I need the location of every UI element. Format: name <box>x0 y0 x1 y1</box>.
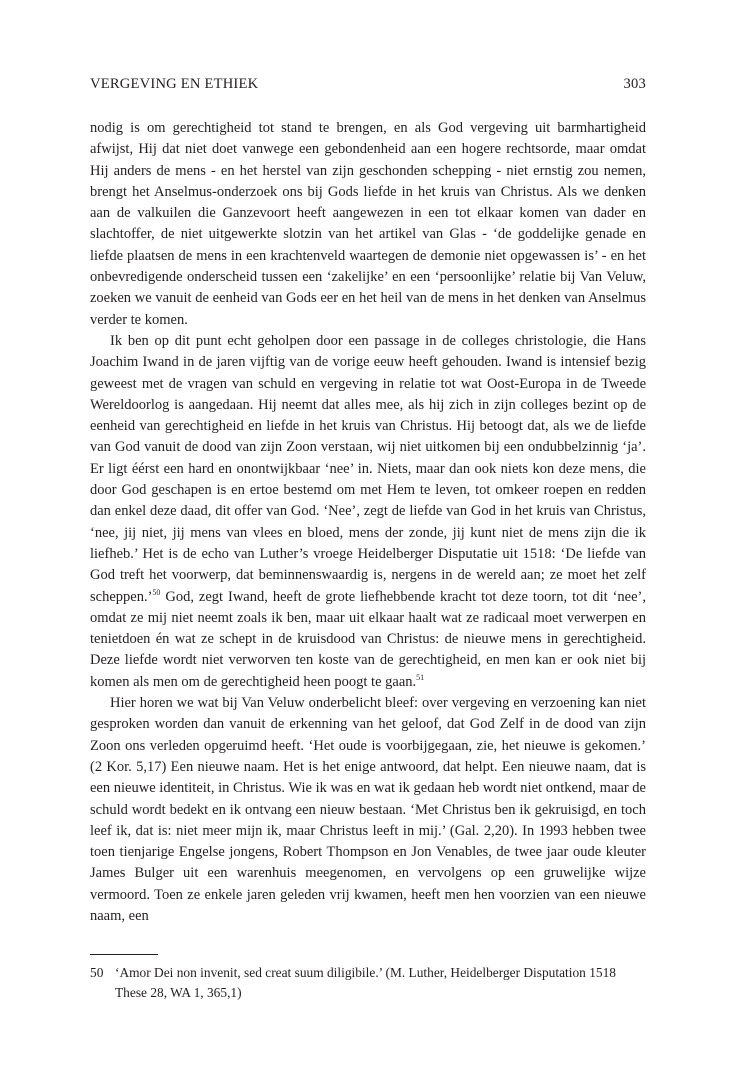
body-text <box>90 118 646 927</box>
footnote <box>90 963 646 1003</box>
footnote-ref-51: 51 <box>416 672 425 682</box>
paragraph-3 <box>90 693 646 927</box>
paragraph-1-text: nodig is om gerechtigheid tot stand te brengen, en als God vergeving uit barmhartigheid afwijst, Hij dat niet doet vanwege een gebondenheid aan een hogere rechtsorde, maar omdat Hij anders de mens - en het herstel van zijn geschonden schepping - niet ernstig zou nemen, brengt het Anselmus-onderzoek ons bij Gods liefde in het kruis van Christus. Als we denken aan de valkuilen die Ganzevoort heeft aangewezen in een tot elkaar komen van dader en slachtoffer, de niet uitgewerkte slotzin van het artikel van Glas - ‘de goddelijke genade en liefde plaatsen de mens in een krachtenveld waartegen de demonie niet opgewassen is’ - en het onbevredigende onderscheid tussen een ‘zakelijke’ en een ‘persoonlijke’ relatie bij Van Veluw, zoeken we vanuit de eenheid van Gods eer en het heil van de mens in het denken van Anselmus verder te komen. <box>90 120 646 328</box>
footnote-ref-50: 50 <box>152 587 161 597</box>
footnote-text: ‘Amor Dei non invenit, sed creat suum diligibile.’ (M. Luther, Heidelberger Disputation 1518 These 28, WA 1, 365,1) <box>115 965 617 1000</box>
page-number: 303 <box>623 76 646 92</box>
running-title: VERGEVING EN ETHIEK <box>90 76 259 92</box>
footnote-number: 50 <box>90 965 104 980</box>
paragraph-2 <box>90 331 646 693</box>
paragraph-2-text: Ik ben op dit punt echt geholpen door een passage in de colleges christologie, die Hans Joachim Iwand in de jaren vijftig van de vorige eeuw heeft gehouden. Iwand is intensief bezig geweest met de vragen van schuld en vergeving in relatie tot wat Oost-Europa in de Tweede Wereldoorlog is aangedaan. Hij neemt dat alles mee, als hij zich in zijn colleges bezint op de eenheid van gerechtigheid en liefde in het kruis van Christus. Hij betoogt dat, als we de liefde van God vanuit de dood van zijn Zoon verstaan, wij niet uitkomen bij een ondubbelzinnig ‘ja’. Er ligt éérst een hard en onontwijkbaar ‘nee’ in. Niets, maar dan ook niets kon deze mens, die door God geschapen is en ertoe bestemd om met Hem te leven, tot omkeer roepen en redden dan enkel deze daad, dit offer van God. ‘Nee’, zegt de liefde van God in het kruis van Christus, ‘nee, jij niet, jij mens van vlees en bloed, mens der zonde, jij kunt niet de mens zijn die ik liefheb.’ Het is de echo van Luther’s vroege Heidelberger Disputatie uit 1518: ‘De liefde van God treft het voorwerp, dat beminnenswaardig is, nergens in de wereld aan; ze moet het zelf scheppen.’ <box>90 332 646 605</box>
paragraph-2-continuation: God, zegt Iwand, heeft de grote liefhebbende kracht tot deze toorn, tot dit ‘nee’, omdat ze mij niet neemt zoals ik ben, maar uit elkaar haalt wat ze radicaal moet verwerpen en tenietdoen én wat ze schept in de kruisdood van Christus: de nieuwe mens in gerechtigheid. Deze liefde wordt niet verworven ten koste van de gerechtigheid, en men kan er ook niet bij komen als men om de gerechtigheid heen poogt te gaan. <box>90 588 646 690</box>
running-header <box>90 76 646 96</box>
paragraph-3-text: Hier horen we wat bij Van Veluw onderbelicht bleef: over vergeving en verzoening kan niet gesproken worden dan vanuit de erkenning van het geloof, dat God Zelf in de dood van zijn Zoon ons verleden opgeruimd heeft. ‘Het oude is voorbijgegaan, zie, het nieuwe is gekomen.’ (2 Kor. 5,17) Een nieuwe naam. Het is het enige antwoord, dat helpt. Een nieuwe naam, dat is een nieuwe identiteit, in Christus. Wie ik was en wat ik gedaan heb wordt niet ontkend, maar de schuld wordt bedekt en ik ontvang een nieuw bestaan. ‘Met Christus ben ik gekruisigd, en toch leef ik, dat is: niet meer mijn ik, maar Christus leeft in mij.’ (Gal. 2,20). In 1993 hebben twee toen tienjarige Engelse jongens, Robert Thompson en Jon Venables, de twee jaar oude kleuter James Bulger uit een warenhuis meegenomen, en vervolgens op een gruwelijke wijze vermoord. Toen ze enkele jaren geleden vrij kwamen, heeft men hen voorzien van een nieuwe naam, een <box>90 695 646 924</box>
paragraph-1 <box>90 118 646 331</box>
footnote-separator <box>90 954 158 955</box>
